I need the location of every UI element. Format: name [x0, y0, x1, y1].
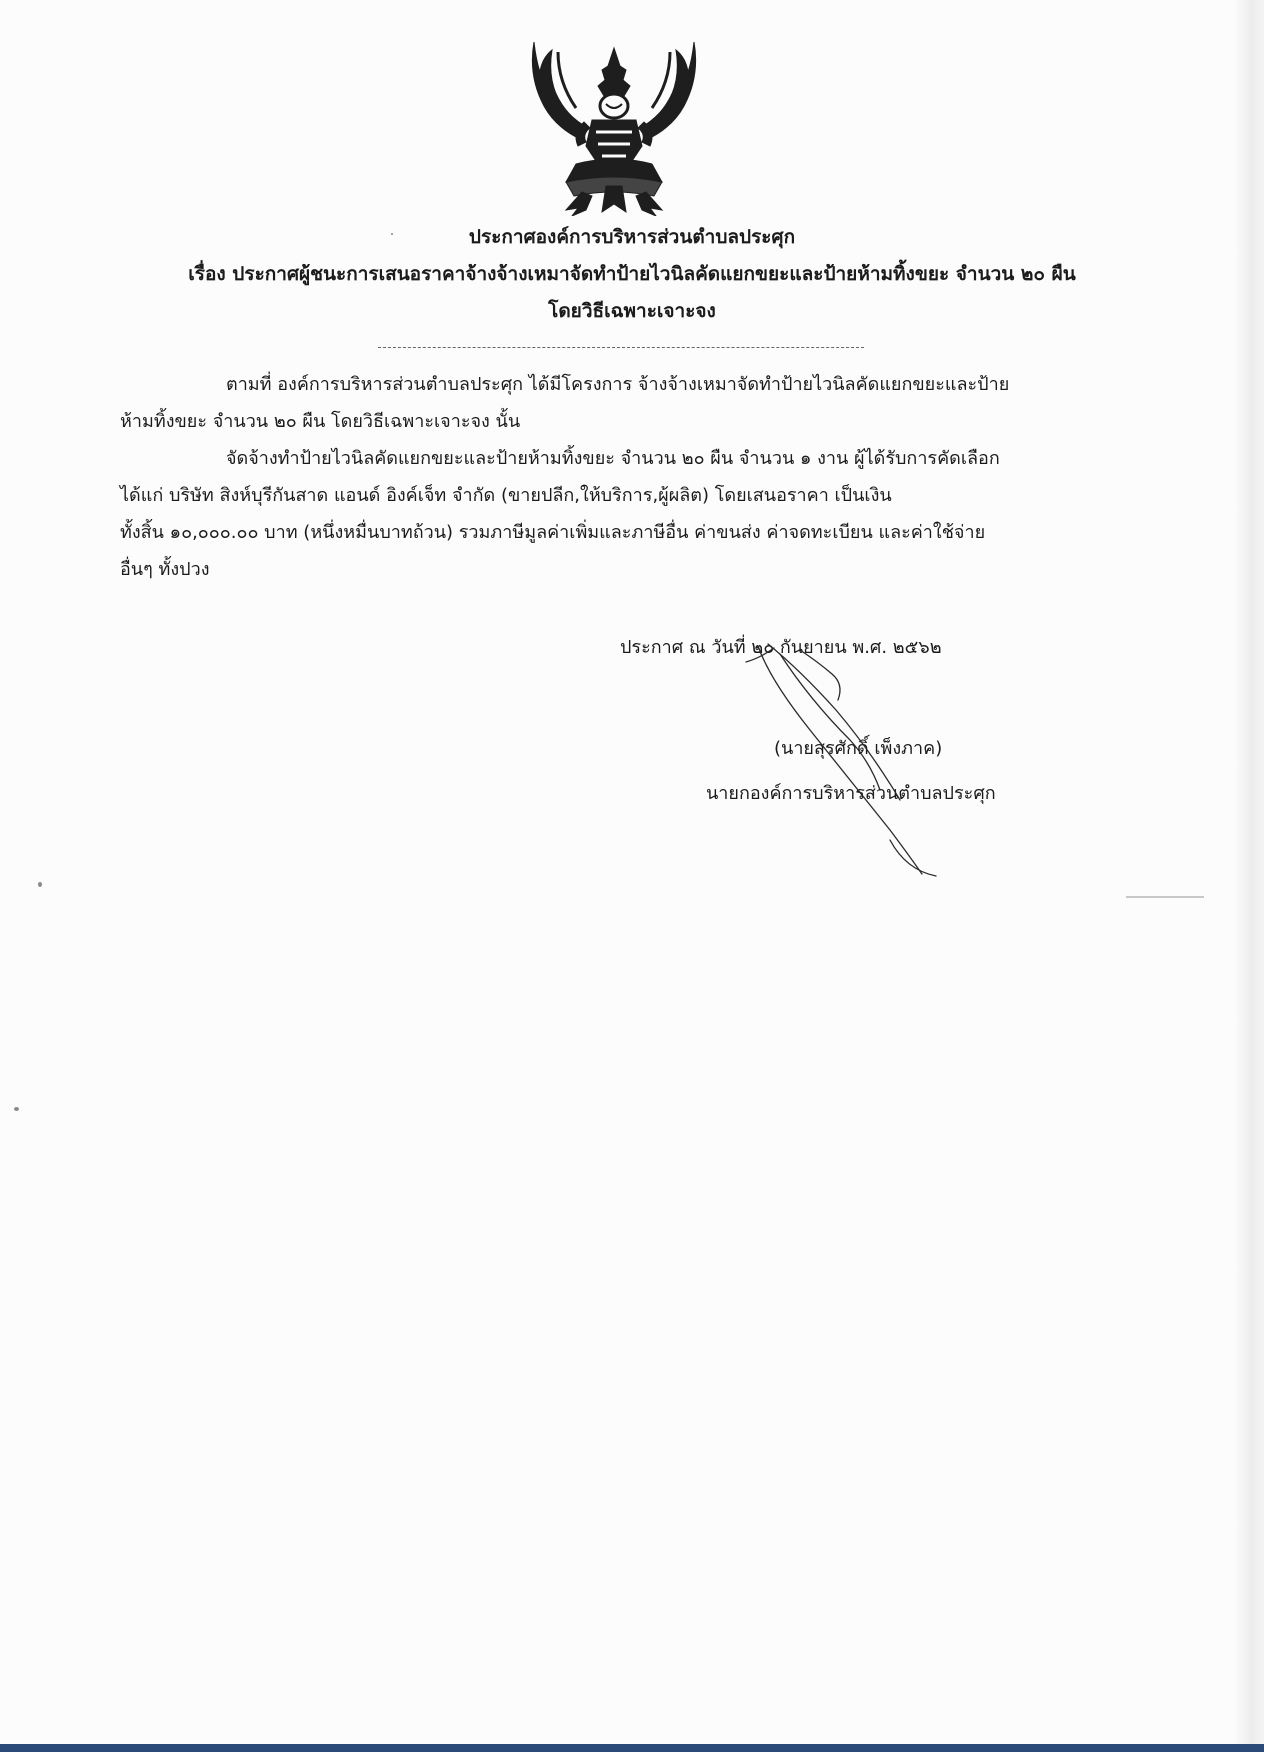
- garuda-emblem-icon: [526, 36, 702, 216]
- signer-name: (นายสุรศักดิ์ เพ็งภาค): [774, 738, 943, 759]
- announcement-method: โดยวิธีเฉพาะเจาะจง: [548, 300, 716, 322]
- handwritten-signature: [740, 640, 970, 880]
- scan-bottom-edge: [0, 1744, 1264, 1752]
- scan-speck: [14, 1107, 19, 1111]
- announcement-date: ประกาศ ณ วันที่ ๒๐ กันยายน พ.ศ. ๒๕๖๒: [620, 637, 942, 658]
- paragraph-1-line-1: ตามที่ องค์การบริหารส่วนตำบลประศุก ได้มีโครงการ จ้างจ้างเหมาจัดทำป้ายไวนิลคัดแยกขยะและป้าย: [226, 374, 1010, 395]
- paragraph-2-line-4: อื่นๆ ทั้งปวง: [120, 559, 210, 580]
- announcement-subject: เรื่อง ประกาศผู้ชนะการเสนอราคาจ้างจ้างเหมาจัดทำป้ายไวนิลคัดแยกขยะและป้ายห้ามทิ้งขยะ จำนวน ๒๐ ผืน: [188, 263, 1076, 285]
- scan-mark: [1126, 896, 1204, 898]
- signer-title: นายกองค์การบริหารส่วนตำบลประศุก: [706, 783, 996, 804]
- paragraph-1-line-2: ห้ามทิ้งขยะ จำนวน ๒๐ ผืน โดยวิธีเฉพาะเจาะจง นั้น: [120, 411, 521, 432]
- announcement-org: ประกาศองค์การบริหารส่วนตำบลประศุก: [468, 226, 796, 248]
- divider: [378, 347, 864, 348]
- paragraph-2: [120, 440, 1118, 588]
- paragraph-1: [120, 366, 1118, 440]
- paragraph-2-line-2: ได้แก่ บริษัท สิงห์บุรีกันสาด แอนด์ อิงค์เจ็ท จำกัด (ขายปลีก,ให้บริการ,ผู้ผลิต) โดยเสนอราคา เป็นเงิน: [120, 485, 892, 506]
- paragraph-2-line-1: จัดจ้างทำป้ายไวนิลคัดแยกขยะและป้ายห้ามทิ้งขยะ จำนวน ๒๐ ผืน จำนวน ๑ งาน ผู้ได้รับการคัดเลือก: [226, 448, 1000, 469]
- scan-speck: [38, 882, 42, 887]
- paragraph-2-line-3: ทั้งสิ้น ๑๐,๐๐๐.๐๐ บาท (หนึ่งหมื่นบาทถ้วน) รวมภาษีมูลค่าเพิ่มและภาษีอื่น ค่าขนส่ง ค่าจดทะเบียน และค่าใช้จ่าย: [120, 522, 986, 543]
